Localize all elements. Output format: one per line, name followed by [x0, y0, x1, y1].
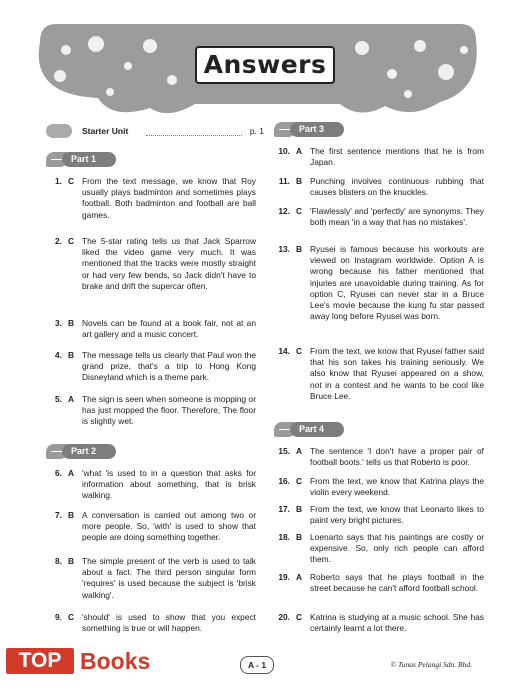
answer-letter: B: [68, 318, 75, 328]
question-number: 15.: [278, 446, 290, 456]
question-number: 2.: [55, 236, 62, 246]
brand-books: Books: [80, 648, 151, 674]
brand-logo: [6, 648, 206, 676]
answer-letter: A: [68, 468, 75, 478]
answer-letter: C: [68, 612, 75, 622]
answer-explanation: Novels can be found at a book fair, not at an art gallery and a music concert.: [82, 318, 256, 340]
answer-explanation: 'what 'is used to in a question that asks for information about something, that is brisk walking.: [82, 468, 256, 501]
question-number: 8.: [55, 556, 62, 566]
part-heading: [274, 122, 346, 137]
answer-letter: C: [68, 176, 75, 186]
question-number: 17.: [278, 504, 290, 514]
answer-explanation: The first sentence mentions that he is from Japan.: [310, 146, 484, 168]
answer-explanation: Katrina is studying at a music school. She has certainly learnt a lot there.: [310, 612, 484, 634]
question-number: 16.: [278, 476, 290, 486]
answer-explanation: The sentence 'I don't have a proper pair of football boots.' tells us that Roberto is poor.: [310, 446, 484, 468]
answer-explanation: The 5-star rating tells us that Jack Sparrow liked the video game very much. It was mentioned that the tracks were mostly straight or had very few bends, so Jack didn't have to brake and drift the supercar often.: [82, 236, 256, 291]
part-label: Part 4: [290, 422, 344, 437]
answer-letter: C: [296, 612, 303, 622]
question-number: 11.: [278, 176, 290, 186]
answer-explanation: Loenarto says that his paintings are costly or expensive. So, only rich people can afford them.: [310, 532, 484, 565]
brand-top: TOP: [6, 648, 74, 674]
answer-explanation: 'should' is used to show that you expect something is true or will happen.: [82, 612, 256, 634]
question-number: 12.: [278, 206, 290, 216]
answer-letter: A: [296, 146, 303, 156]
copyright: © Tunas Pelangi Sdn. Bhd.: [390, 660, 472, 669]
part-label: Part 3: [290, 122, 344, 137]
answer-explanation: From the text, we know that Ryusei father said that his son takes his training seriously. We also know that Ryusei appeared on a show, not in a contest and he wants to be cool like Bruce Lee.: [310, 346, 484, 401]
answer-letter: A: [68, 394, 75, 404]
answer-letter: B: [68, 510, 75, 520]
question-number: 10.: [278, 146, 290, 156]
answer-explanation: Roberto says that he plays football in the street because he can't afford football school.: [310, 572, 484, 594]
answer-explanation: From the text, we know that Katrina plays the violin every weekend.: [310, 476, 484, 498]
answer-letter: C: [296, 346, 303, 356]
page-number: A - 1: [240, 656, 274, 674]
question-number: 18.: [278, 532, 290, 542]
answer-letter: C: [296, 476, 303, 486]
part-heading: [46, 444, 118, 459]
answer-letter: C: [68, 236, 75, 246]
page-title: Answers: [195, 46, 335, 84]
question-number: 19.: [278, 572, 290, 582]
answer-explanation: The message tells us clearly that Paul won the grand prize, that's a trip to Hong Kong Disneyland which is a theme park.: [82, 350, 256, 383]
answer-explanation: Punching involves continuous rubbing that causes blisters on the knuckles.: [310, 176, 484, 198]
question-number: 7.: [55, 510, 62, 520]
unit-row: [46, 122, 264, 140]
unit-label: Starter Unit: [82, 126, 129, 136]
part-label: Part 1: [62, 152, 116, 167]
answer-letter: B: [296, 504, 303, 514]
answer-explanation: The sign is seen when someone is mopping or has just mopped the floor. Therefore, The floor is slightly wet.: [82, 394, 256, 427]
answer-letter: B: [296, 532, 303, 542]
part-heading: [46, 152, 118, 167]
dotted-leader: [146, 135, 242, 136]
question-number: 1.: [55, 176, 62, 186]
answer-letter: B: [296, 176, 303, 186]
answer-explanation: From the text, we know that Leonarto likes to paint very bright pictures.: [310, 504, 484, 526]
part-heading: [274, 422, 346, 437]
answer-explanation: From the text message, we know that Roy usually plays badminton and sometimes plays football. Both badminton and football are ball games.: [82, 176, 256, 220]
unit-icon: [46, 124, 72, 138]
answer-letter: B: [68, 556, 75, 566]
answer-letter: A: [296, 446, 303, 456]
question-number: 20.: [278, 612, 290, 622]
answer-explanation: The simple present of the verb is used to talk about a fact. The third person singular form 'requires' is used because the subject is 'brisk walking'.: [82, 556, 256, 600]
question-number: 13.: [278, 244, 290, 254]
unit-page: p. 1: [249, 126, 264, 136]
question-number: 4.: [55, 350, 62, 360]
part-label: Part 2: [62, 444, 116, 459]
question-number: 5.: [55, 394, 62, 404]
answer-letter: A: [296, 572, 303, 582]
answer-letter: B: [296, 244, 303, 254]
question-number: 6.: [55, 468, 62, 478]
answer-explanation: A conversation is carried out among two or more people. So, 'with' is used to show that people are doing something together.: [82, 510, 256, 543]
answer-explanation: 'Flawlessly' and 'perfectly' are synonyms. They both mean 'in a way that has no mistakes'.: [310, 206, 484, 228]
answer-letter: C: [296, 206, 303, 216]
question-number: 3.: [55, 318, 62, 328]
answer-letter: B: [68, 350, 75, 360]
question-number: 9.: [55, 612, 62, 622]
answer-explanation: Ryusei is famous because his workouts are viewed on Instagram worldwide. Option A is wrong because his father mentioned that injuries are unavoidable during training. As for option C, Ryusei can never star in a Bruce Lee's movie because the kung fu star passed away long before Ryusei was born.: [310, 244, 484, 322]
question-number: 14.: [278, 346, 290, 356]
